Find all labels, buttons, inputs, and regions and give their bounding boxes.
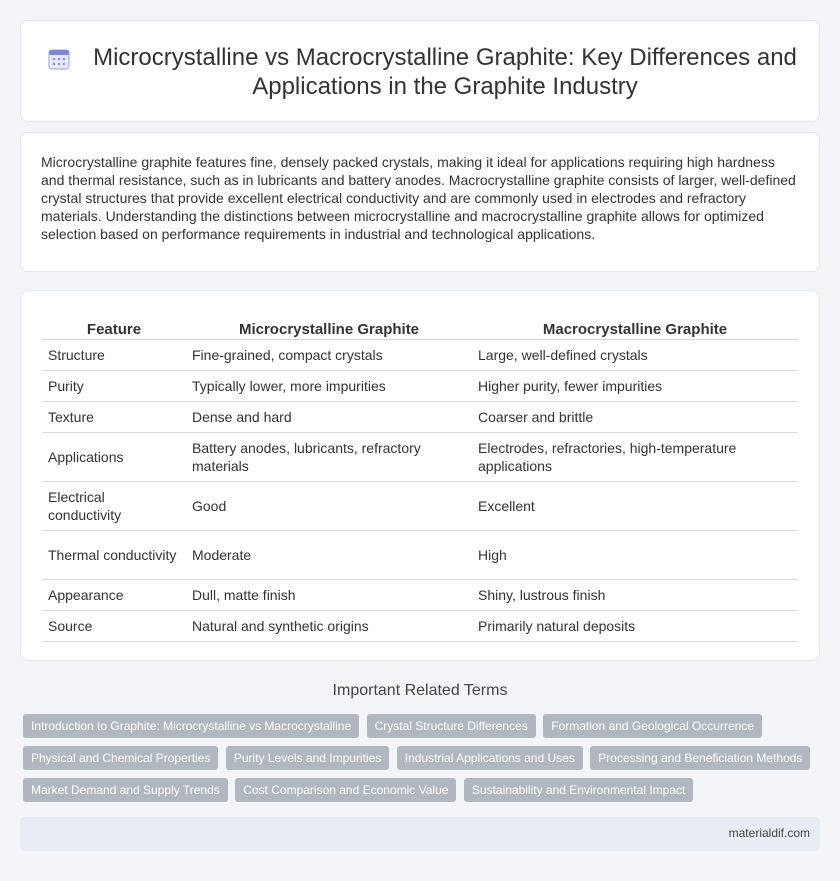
macro-cell: Excellent [472, 481, 798, 530]
macro-cell: Electrodes, refractories, high-temperature applications [472, 432, 798, 481]
calendar-icon [47, 47, 71, 71]
related-term-tag[interactable]: Crystal Structure Differences [367, 714, 536, 738]
micro-cell: Moderate [186, 530, 472, 579]
related-terms-list [23, 714, 823, 810]
related-term-tag[interactable]: Formation and Geological Occurrence [543, 714, 762, 738]
header-macrocrystalline: Macrocrystalline Graphite [472, 313, 798, 339]
feature-cell: Purity [42, 370, 186, 401]
related-term-tag[interactable]: Industrial Applications and Uses [397, 746, 583, 770]
table-row [42, 401, 798, 432]
macro-cell: Coarser and brittle [472, 401, 798, 432]
micro-cell: Dense and hard [186, 401, 472, 432]
feature-cell: Appearance [42, 579, 186, 610]
feature-cell: Source [42, 610, 186, 641]
micro-cell: Dull, matte finish [186, 579, 472, 610]
intro-card [20, 132, 820, 272]
macro-cell: High [472, 530, 798, 579]
footer-site-link[interactable]: materialdif.com [728, 826, 810, 840]
micro-cell: Fine-grained, compact crystals [186, 339, 472, 370]
related-term-tag[interactable]: Physical and Chemical Properties [23, 746, 218, 770]
feature-cell: Thermal conductivity [42, 530, 186, 579]
table-row [42, 432, 798, 481]
related-term-tag[interactable]: Purity Levels and Impurities [226, 746, 389, 770]
table-row [42, 579, 798, 610]
comparison-card [20, 290, 820, 661]
micro-cell: Battery anodes, lubricants, refractory materials [186, 432, 472, 481]
macro-cell: Primarily natural deposits [472, 610, 798, 641]
comparison-table [42, 313, 798, 642]
feature-cell: Texture [42, 401, 186, 432]
header-microcrystalline: Microcrystalline Graphite [186, 313, 472, 339]
table-row [42, 370, 798, 401]
micro-cell: Good [186, 481, 472, 530]
title-card [20, 20, 820, 122]
table-row [42, 610, 798, 641]
table-row [42, 530, 798, 579]
feature-cell: Structure [42, 339, 186, 370]
feature-cell: Electrical conductivity [42, 481, 186, 530]
related-term-tag[interactable]: Processing and Beneficiation Methods [590, 746, 810, 770]
table-row [42, 339, 798, 370]
footer [20, 817, 820, 851]
micro-cell: Typically lower, more impurities [186, 370, 472, 401]
related-terms-heading: Important Related Terms [332, 682, 508, 699]
intro-paragraph: Microcrystalline graphite features fine, densely packed crystals, making it ideal for applications requiring high hardness and thermal resistance, such as in lubricants and battery anodes. Macrocrystalline graphite consists of larger, well-defined crystal structures that provide excellent electrical conductivity and are commonly used in electrodes and refractory materials. Understanding the distinctions between microcrystalline and macrocrystalline graphite allows for optimized selection based on performance requirements in industrial and technological applications. [41, 154, 796, 242]
page-title: Microcrystalline vs Macrocrystalline Graphite: Key Differences and Applications in the Graphite Industry [93, 44, 797, 100]
table-header-row [42, 313, 798, 339]
related-term-tag[interactable]: Sustainability and Environmental Impact [464, 778, 693, 802]
related-term-tag[interactable]: Cost Comparison and Economic Value [235, 778, 456, 802]
header-feature: Feature [42, 313, 186, 339]
related-term-tag[interactable]: Introduction to Graphite: Microcrystalline vs Macrocrystalline [23, 714, 359, 738]
table-row [42, 481, 798, 530]
related-term-tag[interactable]: Market Demand and Supply Trends [23, 778, 228, 802]
feature-cell: Applications [42, 432, 186, 481]
macro-cell: Large, well-defined crystals [472, 339, 798, 370]
macro-cell: Shiny, lustrous finish [472, 579, 798, 610]
micro-cell: Natural and synthetic origins [186, 610, 472, 641]
macro-cell: Higher purity, fewer impurities [472, 370, 798, 401]
